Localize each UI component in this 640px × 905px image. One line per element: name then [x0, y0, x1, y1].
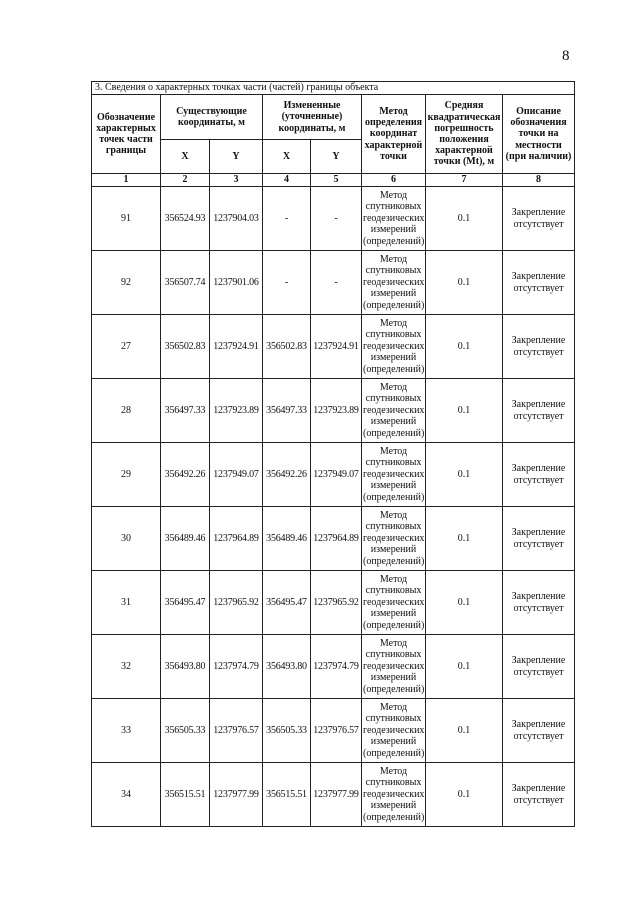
changed-y: 1237949.07 — [311, 443, 362, 507]
rms-error: 0.1 — [426, 187, 503, 251]
existing-x: 356492.26 — [161, 443, 210, 507]
existing-x: 356507.74 — [161, 251, 210, 315]
existing-x: 356489.46 — [161, 507, 210, 571]
column-number: 7 — [426, 174, 503, 187]
method: Метод спутниковых геодезических измерений (определений) — [362, 443, 426, 507]
rms-error: 0.1 — [426, 443, 503, 507]
table-row — [92, 635, 575, 699]
point-description: Закрепление отсутствует — [503, 315, 575, 379]
header-changed-x: X — [263, 140, 311, 174]
changed-y: - — [311, 251, 362, 315]
column-number: 3 — [210, 174, 263, 187]
changed-y: 1237924.91 — [311, 315, 362, 379]
point-description: Закрепление отсутствует — [503, 251, 575, 315]
column-number: 2 — [161, 174, 210, 187]
point-description: Закрепление отсутствует — [503, 507, 575, 571]
existing-x: 356495.47 — [161, 571, 210, 635]
point-description: Закрепление отсутствует — [503, 187, 575, 251]
changed-x: 356492.26 — [263, 443, 311, 507]
changed-x: - — [263, 187, 311, 251]
existing-y: 1237964.89 — [210, 507, 263, 571]
changed-x: - — [263, 251, 311, 315]
changed-x: 356495.47 — [263, 571, 311, 635]
changed-y: 1237923.89 — [311, 379, 362, 443]
header-existing-y: Y — [210, 140, 263, 174]
header-description: Описание обозначения точки на местности (при наличии) — [503, 95, 575, 174]
existing-y: 1237974.79 — [210, 635, 263, 699]
existing-y: 1237949.07 — [210, 443, 263, 507]
method: Метод спутниковых геодезических измерений (определений) — [362, 379, 426, 443]
existing-y: 1237965.92 — [210, 571, 263, 635]
changed-y: - — [311, 187, 362, 251]
method: Метод спутниковых геодезических измерений (определений) — [362, 571, 426, 635]
method: Метод спутниковых геодезических измерений (определений) — [362, 187, 426, 251]
changed-x: 356497.33 — [263, 379, 311, 443]
section-title: 3. Сведения о характерных точках части (частей) границы объекта — [92, 82, 575, 95]
changed-x: 356489.46 — [263, 507, 311, 571]
header-existing-x: X — [161, 140, 210, 174]
rms-error: 0.1 — [426, 699, 503, 763]
header-point-designation: Обозначение характерных точек части границы — [92, 95, 161, 174]
point-number: 92 — [92, 251, 161, 315]
existing-x: 356502.83 — [161, 315, 210, 379]
header-changed-coords: Измененные (уточненные) координаты, м — [263, 95, 362, 140]
point-number: 28 — [92, 379, 161, 443]
point-number: 27 — [92, 315, 161, 379]
changed-y: 1237965.92 — [311, 571, 362, 635]
changed-y: 1237974.79 — [311, 635, 362, 699]
existing-y: 1237924.91 — [210, 315, 263, 379]
existing-x: 356493.80 — [161, 635, 210, 699]
boundary-points-table — [91, 81, 575, 827]
existing-y: 1237901.06 — [210, 251, 263, 315]
table-row — [92, 379, 575, 443]
rms-error: 0.1 — [426, 379, 503, 443]
rms-error: 0.1 — [426, 507, 503, 571]
table-row — [92, 571, 575, 635]
column-number: 8 — [503, 174, 575, 187]
table-row — [92, 763, 575, 827]
column-number: 5 — [311, 174, 362, 187]
column-number: 6 — [362, 174, 426, 187]
method: Метод спутниковых геодезических измерений (определений) — [362, 763, 426, 827]
point-description: Закрепление отсутствует — [503, 571, 575, 635]
existing-y: 1237904.03 — [210, 187, 263, 251]
existing-x: 356505.33 — [161, 699, 210, 763]
rms-error: 0.1 — [426, 635, 503, 699]
existing-y: 1237923.89 — [210, 379, 263, 443]
method: Метод спутниковых геодезических измерений (определений) — [362, 699, 426, 763]
point-description: Закрепление отсутствует — [503, 763, 575, 827]
rms-error: 0.1 — [426, 315, 503, 379]
column-number-row — [92, 174, 575, 187]
changed-x: 356515.51 — [263, 763, 311, 827]
header-rms-error: Средняя квадратическая погрешность положения характерной точки (Mt), м — [426, 95, 503, 174]
existing-x: 356524.93 — [161, 187, 210, 251]
changed-x: 356493.80 — [263, 635, 311, 699]
method: Метод спутниковых геодезических измерений (определений) — [362, 507, 426, 571]
column-number: 4 — [263, 174, 311, 187]
header-existing-coords: Существующие координаты, м — [161, 95, 263, 140]
changed-y: 1237964.89 — [311, 507, 362, 571]
method: Метод спутниковых геодезических измерений (определений) — [362, 635, 426, 699]
point-description: Закрепление отсутствует — [503, 635, 575, 699]
method: Метод спутниковых геодезических измерений (определений) — [362, 315, 426, 379]
point-number: 32 — [92, 635, 161, 699]
column-number: 1 — [92, 174, 161, 187]
point-number: 29 — [92, 443, 161, 507]
point-number: 34 — [92, 763, 161, 827]
page-number: 8 — [562, 48, 570, 64]
table-row — [92, 443, 575, 507]
point-number: 30 — [92, 507, 161, 571]
changed-x: 356502.83 — [263, 315, 311, 379]
table-row — [92, 315, 575, 379]
rms-error: 0.1 — [426, 251, 503, 315]
changed-x: 356505.33 — [263, 699, 311, 763]
changed-y: 1237977.99 — [311, 763, 362, 827]
table-row — [92, 507, 575, 571]
point-number: 33 — [92, 699, 161, 763]
table-row — [92, 251, 575, 315]
point-description: Закрепление отсутствует — [503, 699, 575, 763]
existing-y: 1237976.57 — [210, 699, 263, 763]
existing-x: 356515.51 — [161, 763, 210, 827]
existing-x: 356497.33 — [161, 379, 210, 443]
point-description: Закрепление отсутствует — [503, 379, 575, 443]
point-number: 91 — [92, 187, 161, 251]
rms-error: 0.1 — [426, 571, 503, 635]
method: Метод спутниковых геодезических измерений (определений) — [362, 251, 426, 315]
table-row — [92, 187, 575, 251]
changed-y: 1237976.57 — [311, 699, 362, 763]
point-description: Закрепление отсутствует — [503, 443, 575, 507]
rms-error: 0.1 — [426, 763, 503, 827]
existing-y: 1237977.99 — [210, 763, 263, 827]
header-method: Метод определения координат характерной точки — [362, 95, 426, 174]
point-number: 31 — [92, 571, 161, 635]
table-row — [92, 699, 575, 763]
header-changed-y: Y — [311, 140, 362, 174]
